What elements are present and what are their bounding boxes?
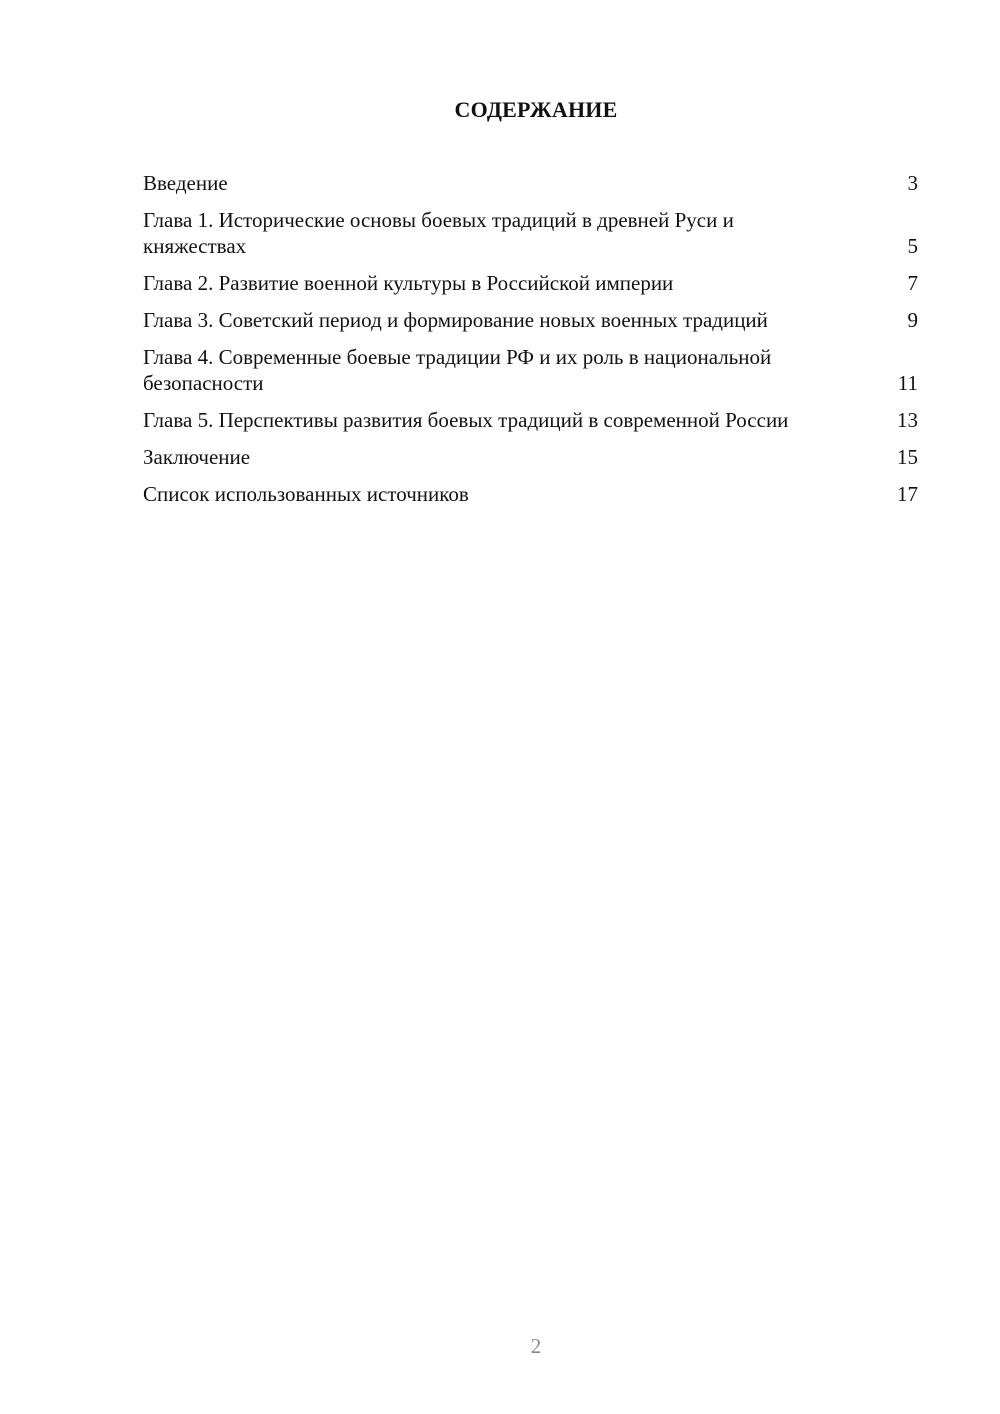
toc-entry-page: 11: [897, 371, 918, 395]
toc-entry-title: Введение: [143, 171, 228, 195]
toc-entry-page: 7: [907, 271, 918, 295]
toc-entry-title: Глава 5. Перспективы развития боевых традиций в современной России: [143, 408, 789, 432]
toc-entry-page: 9: [907, 308, 918, 332]
toc-entry[interactable]: [143, 344, 918, 396]
toc-entry-page: 15: [897, 445, 918, 469]
toc-entry-title: Глава 4. Современные боевые традиции РФ и их роль в национальной безопасности: [143, 345, 772, 395]
toc-entry-page: 13: [897, 408, 918, 432]
toc-entry-title: Глава 3. Советский период и формирование новых военных традиций: [143, 308, 768, 332]
toc-entry-title: Глава 1. Исторические основы боевых традиций в древней Руси и княжествах: [143, 208, 734, 258]
toc-entry[interactable]: [143, 481, 918, 507]
toc-entry-title: Заключение: [143, 445, 251, 469]
toc-entry[interactable]: [143, 207, 918, 259]
toc-entry-title: Список использованных источников: [143, 482, 469, 506]
page-number: 2: [530, 1334, 542, 1358]
toc-entry[interactable]: [143, 170, 918, 196]
toc-entry[interactable]: [143, 307, 918, 333]
toc-entry[interactable]: [143, 270, 918, 296]
table-of-contents: [143, 170, 918, 518]
toc-entry[interactable]: [143, 407, 918, 433]
toc-entry-title: Глава 2. Развитие военной культуры в Российской империи: [143, 271, 674, 295]
toc-entry-page: 3: [907, 171, 918, 195]
toc-entry-page: 5: [907, 234, 918, 258]
page-title: СОДЕРЖАНИЕ: [454, 97, 618, 122]
toc-entry[interactable]: [143, 444, 918, 470]
toc-entry-page: 17: [897, 482, 918, 506]
